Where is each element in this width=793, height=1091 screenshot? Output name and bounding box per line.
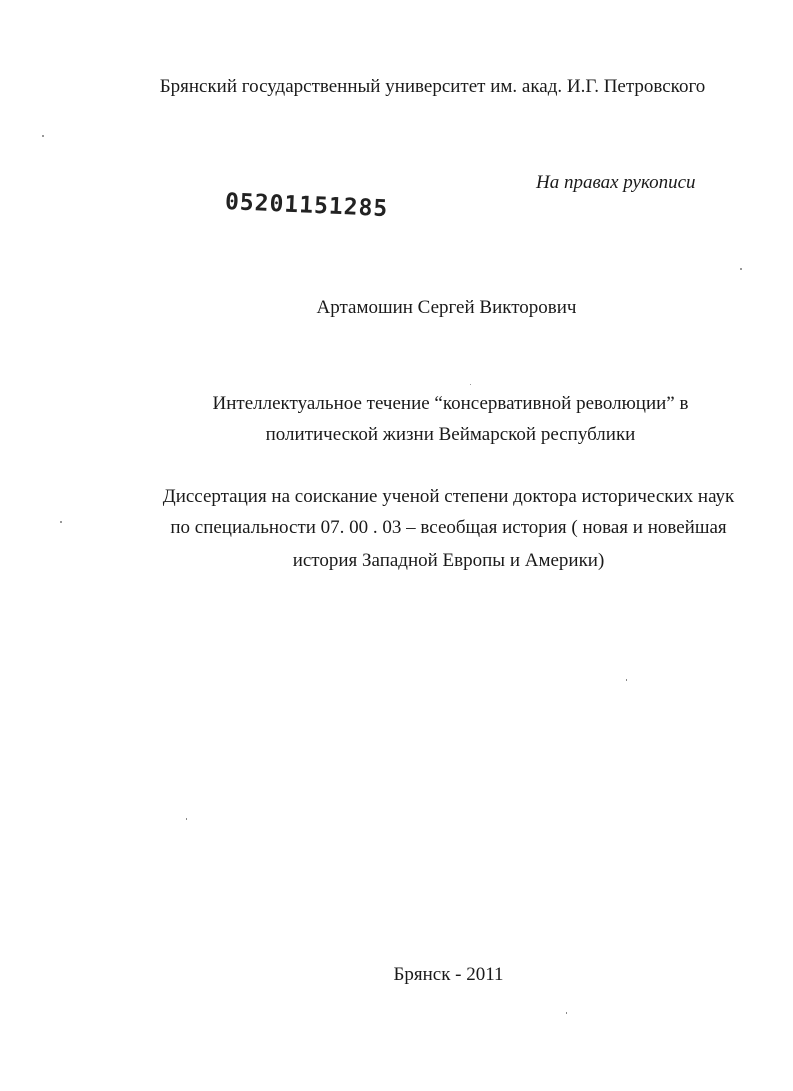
dissertation-title-line-2: политической жизни Веймарской республики [265, 424, 636, 445]
scan-speck [60, 521, 62, 523]
scan-speck [626, 679, 627, 681]
place-and-year: Брянск - 2011 [393, 964, 504, 985]
university-name: Брянский государственный университет им. акад. И.Г. Петровского [159, 76, 706, 97]
scan-speck [186, 818, 187, 820]
degree-description-line-2: по специальности 07. 00 . 03 – всеобщая история ( новая и новейшая [170, 517, 727, 538]
author-name: Артамошин Сергей Викторович [316, 297, 577, 318]
dissertation-title-line-1: Интеллектуальное течение “консервативной революции” в [212, 393, 689, 414]
scan-speck [566, 1012, 567, 1014]
manuscript-note: На правах рукописи [536, 172, 696, 193]
scan-speck [740, 268, 742, 270]
scan-speck [42, 135, 44, 137]
degree-description-line-1: Диссертация на соискание ученой степени доктора исторических наук [162, 486, 735, 507]
archive-stamp-number: 05201151285 [224, 189, 389, 223]
scan-speck [470, 384, 471, 385]
degree-description-line-3: история Западной Европы и Америки) [292, 550, 605, 571]
